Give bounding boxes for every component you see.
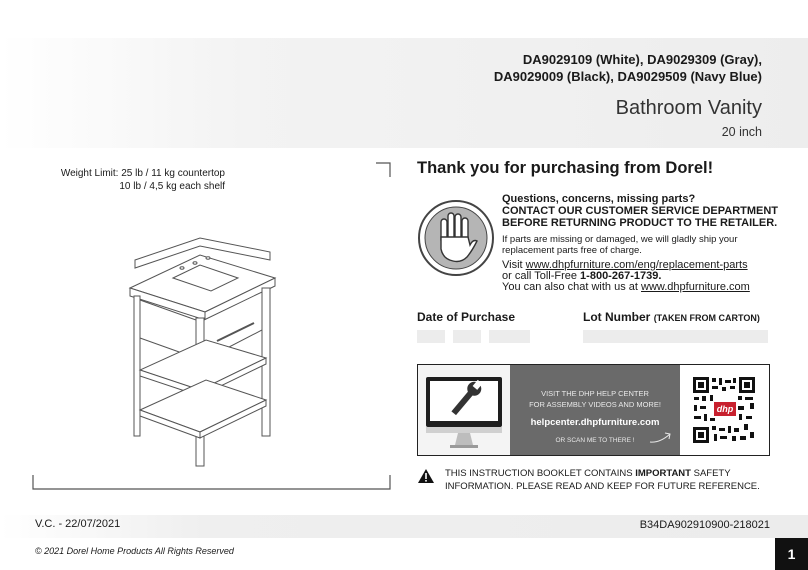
warning-emphasis: IMPORTANT [635,468,691,479]
product-size: 20 inch [721,125,762,139]
bottom-shelf [140,380,266,432]
date-field-month[interactable] [453,330,481,343]
qr-logo-text: dhp [716,404,734,414]
questions-heading: Questions, concerns, missing parts? [502,193,696,205]
monitor-panel [418,365,510,455]
product-title: Bathroom Vanity [615,97,762,119]
arrow-icon [648,429,674,445]
missing-parts-line-2: replacement parts free of charge. [502,245,642,256]
chat-link[interactable]: www.dhpfurniture.com [641,281,750,293]
date-field-day[interactable] [417,330,445,343]
lot-number-label [583,310,760,324]
warning-text [445,468,775,493]
faucet-hole [193,262,197,264]
replacement-parts-link[interactable]: www.dhpfurniture.com/eng/replacement-parts [525,259,748,271]
warning-triangle-icon [417,468,435,484]
model-numbers-line-1: DA9029109 (White), DA9029309 (Gray), [522,52,762,67]
monitor-wrench-icon [418,365,510,455]
document-code: B34DA902910900-218021 [639,519,770,531]
weight-limit-line-1: Weight Limit: 25 lb / 11 kg countertop [60,168,225,179]
lot-number-text: Lot Number [583,310,651,324]
help-line-2: FOR ASSEMBLY VIDEOS AND MORE! [529,400,661,409]
thank-you-heading: Thank you for purchasing from Dorel! [417,159,714,177]
vanity-illustration [30,160,395,490]
copyright: © 2021 Dorel Home Products All Rights Reserved [35,546,234,556]
page-number: 1 [775,538,808,570]
missing-parts-line-1: If parts are missing or damaged, we will gladly ship your [502,234,738,245]
version-control-date: V.C. - 22/07/2021 [35,518,121,530]
faucet-hole [180,267,184,269]
date-field-year[interactable] [489,330,530,343]
lot-number-field[interactable] [583,330,768,343]
contact-line-2: BEFORE RETURNING PRODUCT TO THE RETAILER. [502,217,778,229]
warning-suffix: SAFETY INFORMATION. PLEASE READ AND KEEP FOR FUTURE REFERENCE. [445,468,760,492]
qr-panel [680,365,769,455]
chat-line [502,281,750,293]
contact-line-1: CONTACT OUR CUSTOMER SERVICE DEPARTMENT [502,205,779,217]
scan-me-text: OR SCAN ME TO THERE ! [555,437,635,444]
model-numbers-line-2: DA9029009 (Black), DA9029509 (Navy Blue) [493,69,762,84]
visit-prefix: Visit [502,259,526,271]
toll-prefix: or call Toll-Free [502,270,581,282]
help-text-panel [510,365,680,455]
frame-corner-top-right [376,163,390,177]
frame-corner-bottom [33,475,390,489]
warning-prefix: THIS INSTRUCTION BOOKLET CONTAINS [445,468,636,479]
toll-free-number: 1-800-267-1739. [580,270,662,282]
weight-limit-line-2: 10 lb / 4,5 kg each shelf [119,181,225,192]
stop-hand-icon [417,199,495,277]
leg-back-left [134,296,140,436]
help-center-banner[interactable] [417,364,770,456]
date-of-purchase-label: Date of Purchase [417,310,516,324]
faucet-hole [206,257,210,259]
chat-prefix: You can also chat with us at [502,281,642,293]
lot-number-note: (TAKEN FROM CARTON) [653,313,760,323]
help-center-url[interactable]: helpcenter.dhpfurniture.com [530,417,660,428]
help-line-1: VISIT THE DHP HELP CENTER [541,389,649,398]
